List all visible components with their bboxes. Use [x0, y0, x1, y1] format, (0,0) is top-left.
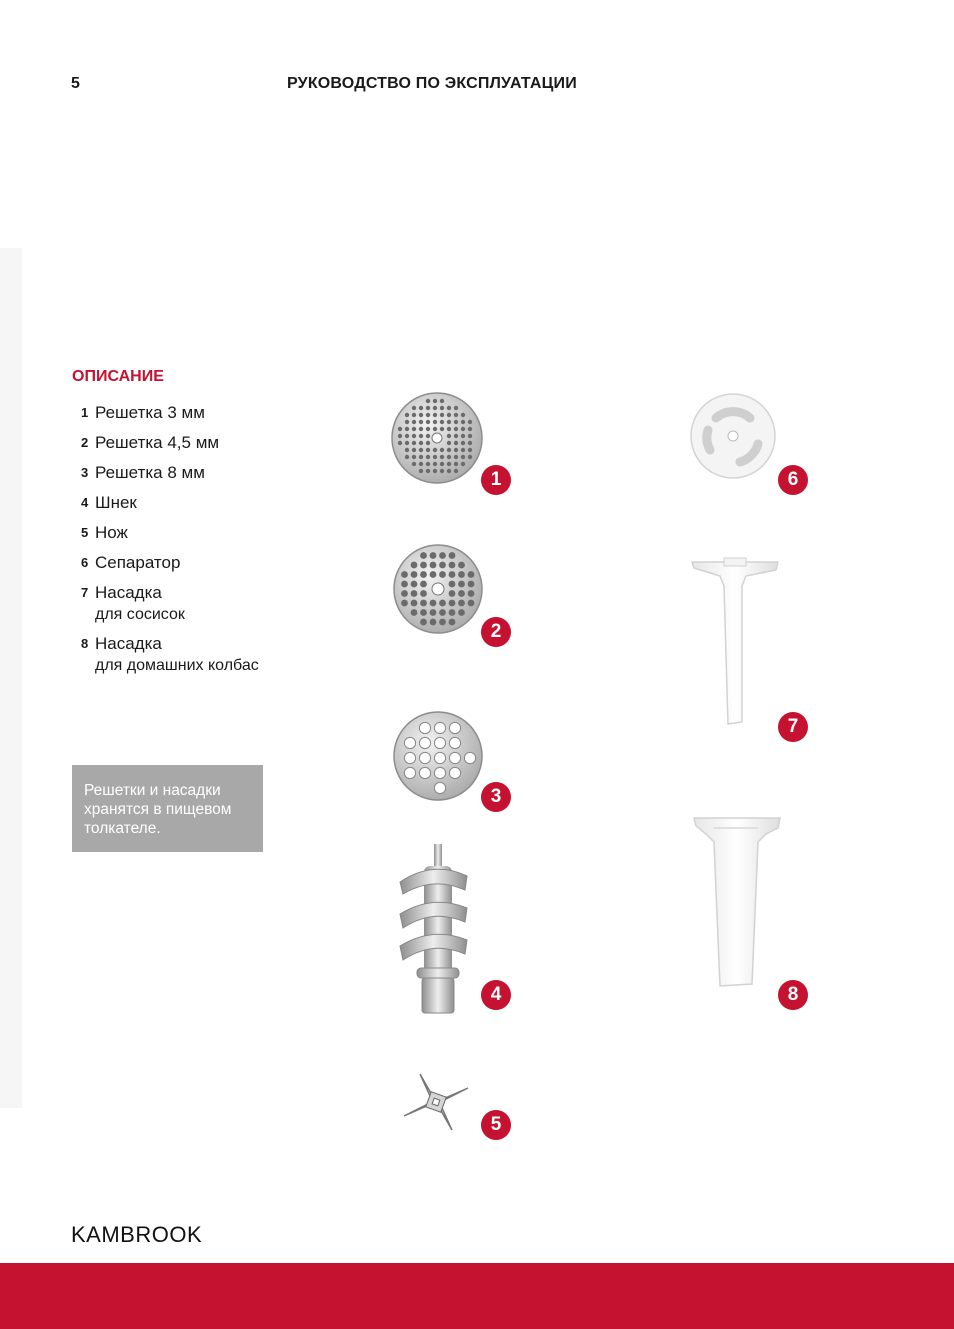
- plate-hole: [426, 413, 430, 417]
- plate-hole: [447, 427, 451, 431]
- plate-hole: [461, 441, 465, 445]
- badge-8: 8: [778, 980, 808, 1010]
- plate-hole: [458, 609, 465, 616]
- plate-hole: [420, 619, 427, 626]
- plate-hole: [454, 434, 458, 438]
- part-number: 3: [81, 465, 89, 480]
- plate-hole: [461, 448, 465, 452]
- plate-hole: [398, 427, 402, 431]
- plate-hole: [434, 722, 445, 733]
- plate-hole: [420, 609, 427, 616]
- plate-hole: [440, 455, 444, 459]
- plate-hole: [468, 441, 472, 445]
- plate-hole: [468, 600, 475, 607]
- plate-hole: [449, 581, 456, 588]
- plate-hole: [468, 420, 472, 424]
- plate-hole: [430, 562, 437, 569]
- plate-hole: [405, 441, 409, 445]
- plate-hole: [412, 434, 416, 438]
- plate-hole: [439, 609, 446, 616]
- plate-hole: [468, 427, 472, 431]
- plate-hole: [405, 427, 409, 431]
- plate-hole: [440, 413, 444, 417]
- plate-hole: [433, 406, 437, 410]
- plate-hole: [401, 571, 408, 578]
- plate-hole: [433, 455, 437, 459]
- list-item: [81, 552, 281, 574]
- plate-hole: [433, 427, 437, 431]
- plate-hole: [426, 420, 430, 424]
- footer-bar: [0, 1263, 954, 1329]
- plate-hole: [426, 469, 430, 473]
- plate-hole: [447, 455, 451, 459]
- plate-hole: [430, 619, 437, 626]
- plate-hole: [419, 767, 430, 778]
- plate-hole: [426, 427, 430, 431]
- plate-hole: [405, 455, 409, 459]
- plate-hole: [405, 413, 409, 417]
- plate-hole: [454, 427, 458, 431]
- plate-hole: [412, 427, 416, 431]
- plate-hole: [412, 406, 416, 410]
- plate-hole: [419, 448, 423, 452]
- list-item: [81, 633, 281, 676]
- plate-hole: [426, 434, 430, 438]
- plate-hole: [426, 441, 430, 445]
- plate-hole: [440, 462, 444, 466]
- plate-hole: [447, 441, 451, 445]
- plate-hole: [426, 448, 430, 452]
- grinding-plate-8mm-image: [391, 709, 485, 803]
- plate-hole: [461, 420, 465, 424]
- plate-hole: [447, 448, 451, 452]
- plate-hole: [434, 767, 445, 778]
- plate-hole: [412, 462, 416, 466]
- plate-hole: [420, 552, 427, 559]
- plate-hole: [405, 420, 409, 424]
- plate-hole: [420, 571, 427, 578]
- plate-hole: [454, 455, 458, 459]
- plate-hole: [468, 571, 475, 578]
- plate-hole: [454, 441, 458, 445]
- plate-hole: [449, 752, 460, 763]
- plate-hole: [464, 752, 475, 763]
- plate-hole: [449, 619, 456, 626]
- plate-hole: [419, 462, 423, 466]
- plate-hole: [458, 581, 465, 588]
- badge-6: 6: [778, 465, 808, 495]
- plate-hole: [447, 420, 451, 424]
- plate-hole: [412, 455, 416, 459]
- part-label-main: Насадка: [95, 583, 162, 602]
- plate-hole: [411, 600, 418, 607]
- part-number: 2: [81, 435, 89, 450]
- list-item: [81, 432, 281, 454]
- plate-hole: [461, 462, 465, 466]
- part-label: [95, 633, 259, 676]
- plate-hole: [430, 552, 437, 559]
- plate-hole: [411, 590, 418, 597]
- plate-hole: [468, 581, 475, 588]
- part-number: 1: [81, 405, 89, 420]
- plate-hole: [430, 571, 437, 578]
- page-number: 5: [71, 75, 80, 92]
- plate-hole: [419, 752, 430, 763]
- plate-hole: [468, 455, 472, 459]
- plate-hole: [401, 581, 408, 588]
- plate-hole: [420, 590, 427, 597]
- badge-4: 4: [481, 980, 511, 1010]
- plate-hole: [434, 782, 445, 793]
- plate-hole: [433, 448, 437, 452]
- plate-hole: [449, 767, 460, 778]
- plate-hole: [454, 448, 458, 452]
- side-strip: [0, 248, 22, 1108]
- parts-list: [81, 402, 281, 684]
- list-item: [81, 492, 281, 514]
- auger-image: [395, 842, 470, 1017]
- plate-hole: [434, 737, 445, 748]
- part-number: 6: [81, 555, 89, 570]
- plate-hole: [419, 469, 423, 473]
- plate-hole: [449, 737, 460, 748]
- plate-hole: [412, 448, 416, 452]
- plate-hole: [449, 722, 460, 733]
- plate-hole: [405, 434, 409, 438]
- plate-hole: [430, 600, 437, 607]
- plate-hole: [404, 767, 415, 778]
- plate-hole: [433, 399, 437, 403]
- part-label: Шнек: [95, 493, 137, 512]
- plate-hole: [454, 406, 458, 410]
- plate-hole: [440, 406, 444, 410]
- plate-hole: [461, 427, 465, 431]
- plate-hole: [454, 420, 458, 424]
- list-item: [81, 522, 281, 544]
- plate-hole: [454, 413, 458, 417]
- plate-hole: [440, 448, 444, 452]
- sausage-nozzle-image: [690, 556, 780, 728]
- plate-hole: [433, 462, 437, 466]
- plate-hole: [411, 562, 418, 569]
- badge-2: 2: [481, 617, 511, 647]
- separator-image: [688, 392, 778, 480]
- plate-hole: [461, 434, 465, 438]
- plate-hole: [433, 420, 437, 424]
- plate-hole: [401, 590, 408, 597]
- page-header-title: РУКОВОДСТВО ПО ЭКСПЛУАТАЦИИ: [287, 75, 577, 92]
- list-item: [81, 402, 281, 424]
- plate-hole: [449, 609, 456, 616]
- plate-hole: [412, 413, 416, 417]
- plate-hole: [447, 406, 451, 410]
- part-label-sub: для сосисок: [95, 606, 185, 623]
- badge-5: 5: [481, 1110, 511, 1140]
- plate-hole: [449, 590, 456, 597]
- plate-hole: [461, 455, 465, 459]
- plate-hole: [449, 600, 456, 607]
- plate-hole: [419, 455, 423, 459]
- plate-hole: [411, 581, 418, 588]
- plate-hole: [419, 420, 423, 424]
- part-label: Решетка 3 мм: [95, 403, 205, 422]
- plate-hole: [439, 619, 446, 626]
- part-label: Нож: [95, 523, 128, 542]
- plate-hole: [440, 399, 444, 403]
- plate-hole: [412, 420, 416, 424]
- plate-hole: [433, 469, 437, 473]
- plate-hole: [454, 462, 458, 466]
- plate-hole: [411, 571, 418, 578]
- plate-hole: [458, 590, 465, 597]
- part-number: 8: [81, 636, 89, 651]
- plate-hole: [447, 462, 451, 466]
- plate-hole: [419, 441, 423, 445]
- plate-hole: [419, 434, 423, 438]
- plate-hole: [412, 441, 416, 445]
- plate-hole: [420, 562, 427, 569]
- plate-hole: [468, 448, 472, 452]
- plate-hole: [439, 552, 446, 559]
- plate-hole: [426, 462, 430, 466]
- plate-hole: [458, 571, 465, 578]
- badge-1: 1: [481, 465, 511, 495]
- part-number: 4: [81, 495, 89, 510]
- plate-hole: [458, 562, 465, 569]
- plate-hole: [440, 427, 444, 431]
- plate-hole: [405, 448, 409, 452]
- plate-hole: [404, 752, 415, 763]
- list-item: [81, 462, 281, 484]
- part-number: 7: [81, 585, 89, 600]
- part-label-main: Насадка: [95, 634, 162, 653]
- grinding-plate-3mm-image: [389, 390, 485, 486]
- list-item: [81, 582, 281, 625]
- plate-hole: [461, 413, 465, 417]
- plate-hole: [398, 441, 402, 445]
- plate-hole: [398, 434, 402, 438]
- section-title: ОПИСАНИЕ: [72, 368, 164, 385]
- plate-hole: [419, 427, 423, 431]
- plate-hole: [458, 600, 465, 607]
- plate-hole: [449, 562, 456, 569]
- plate-hole: [447, 469, 451, 473]
- plate-hole: [419, 413, 423, 417]
- badge-3: 3: [481, 782, 511, 812]
- grinding-plate-4-5mm-image: [391, 542, 485, 636]
- part-number: 5: [81, 525, 89, 540]
- badge-7: 7: [778, 712, 808, 742]
- plate-hole: [401, 600, 408, 607]
- plate-hole: [420, 581, 427, 588]
- plate-hole: [426, 455, 430, 459]
- plate-hole: [468, 590, 475, 597]
- plate-hole: [449, 552, 456, 559]
- plate-hole: [439, 571, 446, 578]
- plate-hole: [440, 420, 444, 424]
- plate-hole: [433, 413, 437, 417]
- brand-logo: KAMBROOK: [71, 1222, 203, 1247]
- plate-hole: [447, 413, 451, 417]
- plate-hole: [430, 609, 437, 616]
- knife-blade-image: [400, 1070, 472, 1134]
- plate-hole: [447, 434, 451, 438]
- plate-hole: [439, 562, 446, 569]
- storage-note: Решетки и насадки хранятся в пищевом толкателе.: [72, 765, 263, 852]
- part-label: Сепаратор: [95, 553, 181, 572]
- plate-hole: [468, 434, 472, 438]
- plate-hole: [440, 469, 444, 473]
- plate-hole: [419, 737, 430, 748]
- kebbe-nozzle-image: [692, 812, 782, 990]
- part-label: [95, 582, 185, 625]
- plate-hole: [426, 399, 430, 403]
- plate-hole: [419, 722, 430, 733]
- plate-hole: [454, 469, 458, 473]
- plate-hole: [426, 406, 430, 410]
- plate-hole: [420, 600, 427, 607]
- part-label: Решетка 8 мм: [95, 463, 205, 482]
- plate-hole: [434, 752, 445, 763]
- plate-hole: [411, 609, 418, 616]
- plate-hole: [419, 406, 423, 410]
- part-label-sub: для домашних колбас: [95, 657, 259, 674]
- plate-hole: [439, 600, 446, 607]
- part-label: Решетка 4,5 мм: [95, 433, 220, 452]
- plate-hole: [404, 737, 415, 748]
- plate-hole: [449, 571, 456, 578]
